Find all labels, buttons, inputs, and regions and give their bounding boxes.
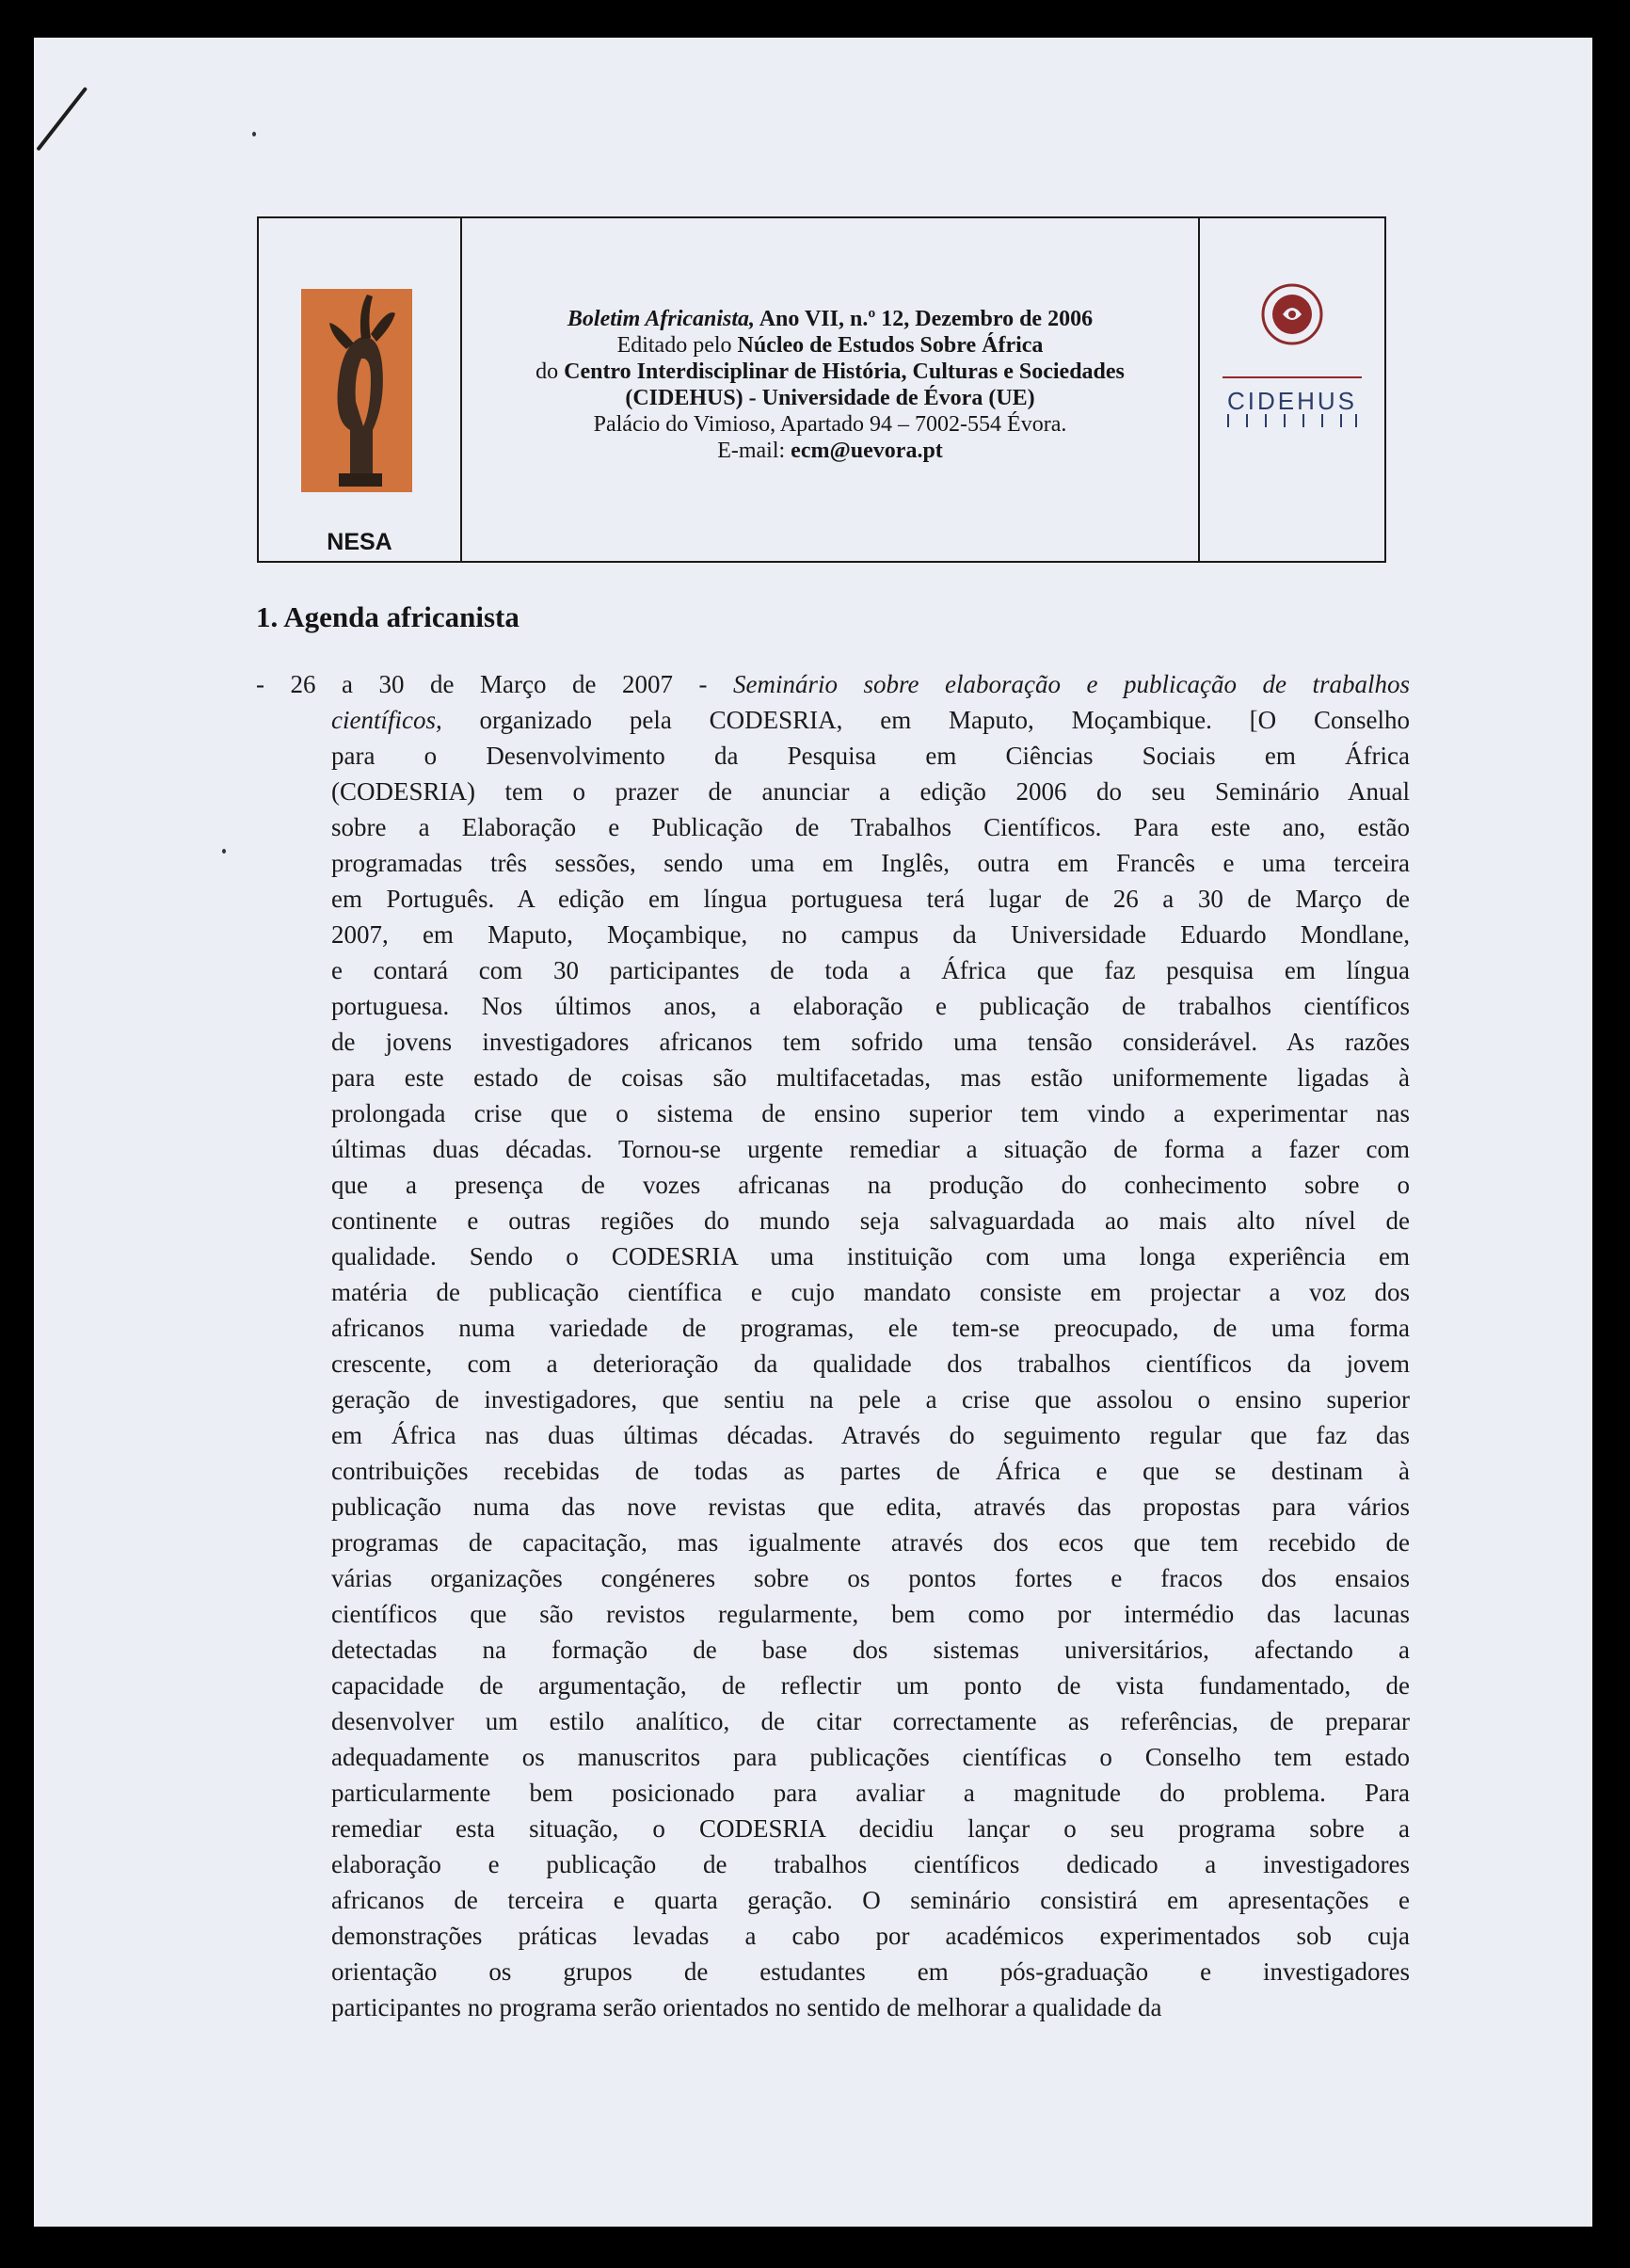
email-label: E-mail: [717,439,791,463]
paragraph-line: adequadamente os manuscritos para publicações científicas o Conselho tem estado [331,1743,1410,1771]
scan-speck [252,132,256,136]
paragraph-line: sobre a Elaboração e Publicação de Trabalhos Científicos. Para este ano, estão [331,813,1410,841]
email-line [462,438,1198,464]
section-title: 1. Agenda africanista [256,600,519,633]
paragraph-line: programadas três sessões, sendo uma em Inglês, outra em Francês e uma terceira [331,849,1410,877]
edited-by-line [462,332,1198,359]
paragraph-line: capacidade de argumentação, de reflectir um ponto de vista fundamentado, de [331,1671,1410,1700]
paragraph-line: continente e outras regiões do mundo seja salvaguardada ao mais alto nível de [331,1206,1410,1235]
entry-title-part1: Seminário sobre elaboração e publicação de trabalhos [733,670,1411,698]
paragraph-line: (CODESRIA) tem o prazer de anunciar a edição 2006 do seu Seminário Anual [331,777,1410,806]
nesa-label: NESA [327,529,392,555]
entry-title-part2: científicos, [331,706,442,734]
masthead-box [257,216,1386,563]
bulletin-title-line [462,306,1198,332]
paragraph-line: de jovens investigadores africanos tem sofrido uma tensão considerável. As razões [331,1028,1410,1056]
paragraph-line: africanos numa variedade de programas, ele tem-se preocupado, de uma forma [331,1314,1410,1342]
paragraph-line: orientação os grupos de estudantes em pós-graduação e investigadores [331,1957,1410,1986]
edited-by-prefix: Editado pelo [616,333,738,358]
paragraph-line: elaboração e publicação de trabalhos científicos dedicado a investigadores [331,1850,1410,1878]
email-link[interactable]: ecm@uevora.pt [791,439,943,463]
paragraph-line: geração de investigadores, que sentiu na pele a crise que assolou o ensino superior [331,1385,1410,1414]
paragraph-line: em Português. A edição em língua portuguesa terá lugar de 26 a 30 de Março de [331,885,1410,913]
entry-organizer: organizado pela CODESRIA, em Maputo, Moçambique. [O Conselho [441,706,1410,734]
paragraph-line: que a presença de vozes africanas na produção do conhecimento sobre o [331,1171,1410,1199]
bulletin-issue: Ano VII, n.º 12, Dezembro de 2006 [755,307,1094,331]
scan-speck [222,849,226,854]
paragraph-line: para este estado de coisas são multifacetadas, mas estão uniformemente ligadas à [331,1063,1410,1092]
masthead-center-cell [462,218,1200,561]
paragraph-line: programas de capacitação, mas igualmente através dos ecos que tem recebido de [331,1528,1410,1557]
paragraph-line: em África nas duas últimas décadas. Através do seguimento regular que faz das [331,1421,1410,1449]
masthead-right-cell [1200,218,1384,561]
paragraph-line: contribuições recebidas de todas as partes de África e que se destinam à [331,1457,1410,1485]
paragraph-line: e contará com 30 participantes de toda a África que faz pesquisa em língua [331,956,1410,984]
center-prefix: do [535,359,565,384]
paragraph-line: portuguesa. Nos últimos anos, a elaboração e publicação de trabalhos científicos [331,992,1410,1020]
paragraph-line: várias organizações congéneres sobre os pontos fortes e fracos dos ensaios [331,1564,1410,1592]
paragraph-line: demonstrações práticas levadas a cabo por académicos experimentados sob cuja [331,1922,1410,1950]
entry-second-line [256,702,1410,738]
paragraph-line: para o Desenvolvimento da Pesquisa em Ciências Sociais em África [331,742,1410,770]
paragraph-line: científicos que são revistos regularmente, bem como por intermédio das lacunas [331,1600,1410,1628]
address: Palácio do Vimioso, Apartado 94 – 7002-554 Évora. [593,412,1067,437]
paragraph-line: últimas duas décadas. Tornou-se urgente remediar a situação de forma a fazer com [331,1135,1410,1163]
center-name: Centro Interdisciplinar de História, Culturas e Sociedades [564,359,1125,384]
center-university: (CIDEHUS) - Universidade de Évora (UE) [625,386,1035,410]
cidehus-logo-rule [1222,376,1362,378]
paragraph-line: africanos de terceira e quarta geração. O seminário consistirá em apresentações e [331,1886,1410,1914]
paragraph-line: particularmente bem posicionado para avaliar a magnitude do problema. Para [331,1779,1410,1807]
paragraph-line: desenvolver um estilo analítico, de citar correctamente as referências, de preparar [331,1707,1410,1735]
paragraph-line: qualidade. Sendo o CODESRIA uma instituição com uma longa experiência em [331,1242,1410,1270]
paragraph-line: prolongada crise que o sistema de ensino superior tem vindo a experimentar nas [331,1099,1410,1127]
paragraph-line: matéria de publicação científica e cujo mandato consiste em projectar a voz dos [331,1278,1410,1306]
scan-pen-mark [36,87,88,152]
uevora-seal-icon [1254,277,1330,352]
center-line [462,359,1198,385]
paragraph-line: publicação numa das nove revistas que edita, através das propostas para vários [331,1493,1410,1521]
masthead-left-cell [259,218,462,561]
entry-date-lead: - 26 a 30 de Março de 2007 - [256,670,734,698]
paragraph-line: 2007, em Maputo, Moçambique, no campus da Universidade Eduardo Mondlane, [331,920,1410,949]
cidehus-logo-text: CIDEHUS [1226,387,1357,415]
edited-by-unit: Núcleo de Estudos Sobre África [737,333,1044,358]
sculpture-figure-icon [301,289,412,492]
paragraph-line: detectadas na formação de base dos sistemas universitários, afectando a [331,1636,1410,1664]
cidehus-logo-ticks-icon [1222,414,1362,431]
nesa-logo-image [301,289,412,492]
paragraph-line: crescente, com a deterioração da qualidade dos trabalhos científicos da jovem [331,1350,1410,1378]
bulletin-title: Boletim Africanista, [567,307,756,331]
document-page [34,38,1592,2227]
entry-first-line [256,666,1410,702]
paragraph-line: remediar esta situação, o CODESRIA decidiu lançar o seu programa sobre a [331,1814,1410,1843]
agenda-entry [256,666,1410,2025]
paragraph-line: participantes no programa serão orientados no sentido de melhorar a qualidade da [331,1993,1162,2021]
